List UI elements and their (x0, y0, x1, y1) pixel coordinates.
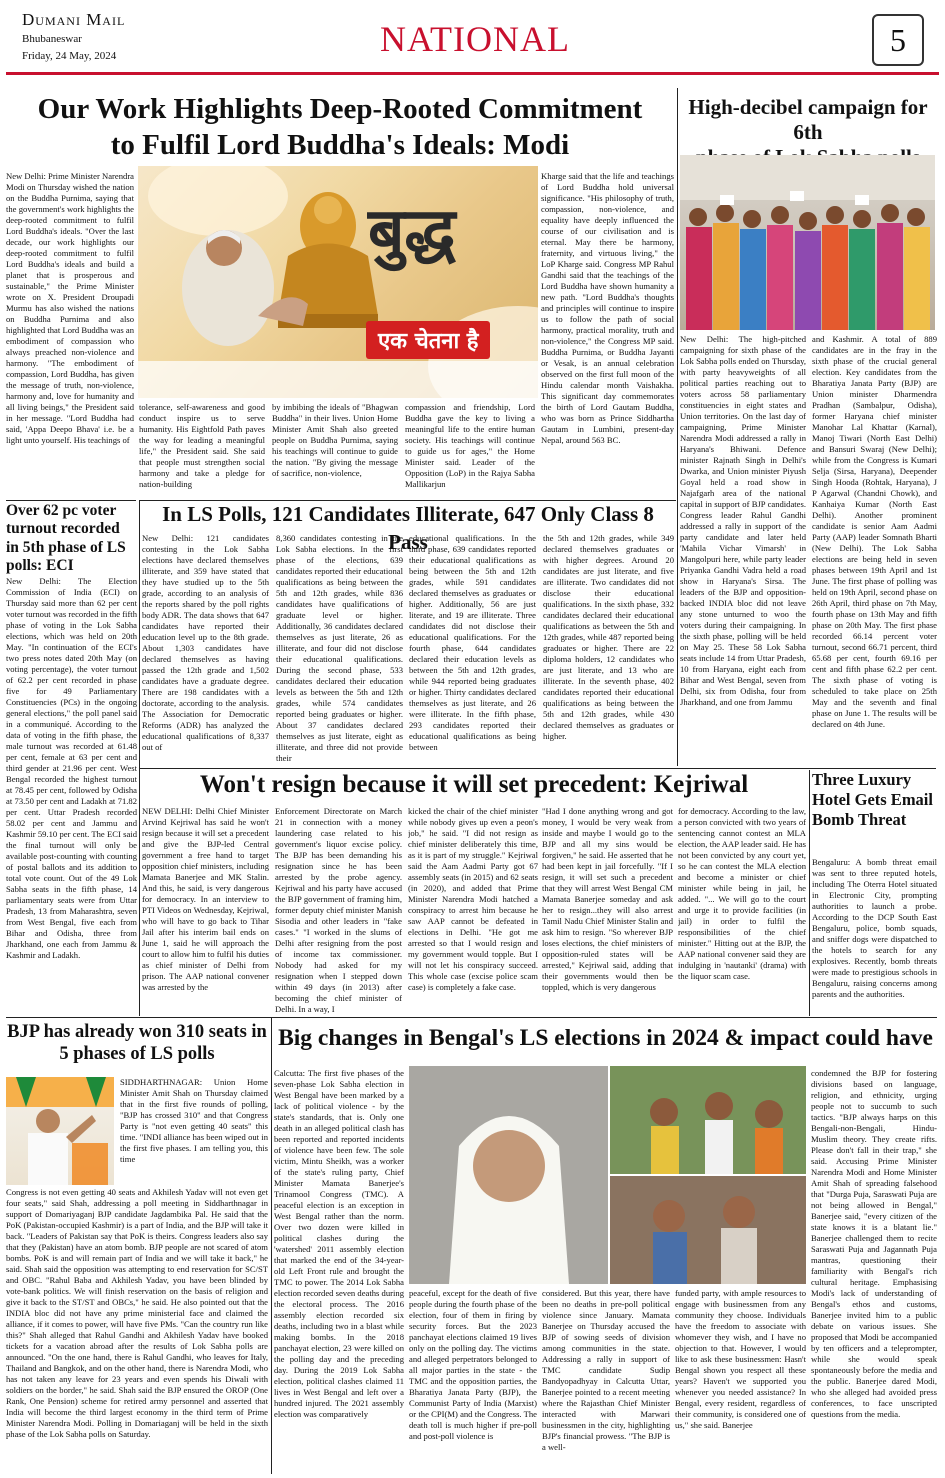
rally-illustration (6, 1077, 114, 1185)
illiterate-col3: educational qualifications. In the third phase, 639 candidates reported their educational qualifications as being between the 5th and 12th grades, while 591 candidates declared themselves as graduates or higher. Additionally, 56 are just literate, and 19 are illiterate. Three candidates did not disclose their educational qualifications. For the fourth phase, 644 candidates declared their education levels as between the 5th and 12th grades, while 944 reported being graduates or higher. Thirty candidates declared themselves as just literate, and 26 were illiterate. In the fifth phase, 293 candidates reported their educational qualifications as being between (409, 533, 536, 752)
illiterate-headline: In LS Polls, 121 Candidates Illiterate, 647 Only Class 8 Pass (162, 502, 654, 555)
kejriwal-col3: kicked the chair of the chief minister while nobody gives up even a peon's job," he said. "I did not resign as chief minister deliberately this time, as it is part of my struggle." Kejriwal said the Aam Aadmi Party got 67 assembly seats (in 2015) and 62 seats (in 2020), and added that Prime Minister Narendra Modi hatched a conspiracy to arrest him because he saw AAP cannot be defeated in elections in Delhi. "He got me arrested so that I would resign and my government would topple. But I will not let his conspiracy succeed. This whole case (excise police scam case) is completely a fake case. (408, 806, 538, 992)
kejriwal-headline: Won't resign because it will set precedent: Kejriwal (199, 771, 749, 798)
amit-shah-photo (6, 1077, 114, 1185)
kejriwal-col4: "Had I done anything wrong and got money, I would be very weak from inside and maybe I would go to the BJP and all my sins would be forgiven," he said. He asserted that he had been kept in jail forcefully. "If I resign, it will set such a precedent that they will arrest West Bengal CM Mamata Banerjee someday and ask her to resign...they will also arrest Tamil Nadu Chief Minister Stalin and ask him to resign. "So wherever BJP loses elections, the chief ministers of opposition-ruled states will be arrested," Kejriwal said, adding that their governments would then be toppled, which is very dangerous (542, 806, 673, 992)
buddha-photo (138, 166, 538, 398)
bengal-col5: condemned the BJP for fostering divisions based on language, religion, and ethnicity, urging people not to succumb to such tactics. "BJP always harps on this Bengali-non-Bengali, Hindu-Muslim theory. They create rifts. Please don't fall in their trap," she said. Accusing Prime Minister Narendra Modi and Home Minister Amit Shah of spreading falsehood that "Durga Puja, Saraswati Puja are not being allowed in Bengal," Banerjee said, "every citizen of the state knows it is a blatant lie." Banerjee challenged them to recite Saraswati Puja and Jagannath Puja mantras, questioning their familiarity with Bengal's rich cultural heritage. Emphasising Modi's lack of understanding of Bengal's ethos and customs, Banerjee invited him to a public debate on various issues. She proposed that Modi be accompanied by ten officers and a teleprompter, while she would speak spontaneously before the media and the public. Banerjee dared Modi, who she alleged had avoided press conferences, to face unscripted questions from the media. (811, 1068, 937, 1419)
bengal-headline: Big changes in Bengal's LS elections in 2024 & impact could have (278, 1025, 933, 1051)
buddha-headline-line2: to Fulfil Lord Buddha's Ideals: Modi (110, 128, 570, 161)
kejriwal-col2: Enforcement Directorate on March 21 in connection with a money laundering case related to his government's liquor excise policy. The BJP has been demanding his resignation since he has been arrested by the probe agency. Kejriwal and his party have accused the BJP government of framing him, former deputy chief minister Manish Sisodia and other leaders in "fake cases." "I worked in the slums of Delhi after resigning from the post of income tax commissioner. Nobody had asked for my resignation when I stepped down within 49 days (in 2013) after becoming the chief minister of Delhi. In a way, I (275, 806, 402, 1014)
header-rule (6, 72, 939, 75)
buddha-illustration (138, 166, 538, 398)
bjp310-headline: BJP has already won 310 seats in 5 phases of LS polls (7, 1022, 267, 1065)
turnout-body: New Delhi: The Election Commission of India (ECI) on Thursday said more than 62 per cent voter turnout was recorded in the fifth phase of voting in the Lok Sabha elections, which was held on 20th May. "In continuation of the ECI's two press notes dated 20th May (on voting percentage), the voter turnout of 62.2 per cent recorded in phase five for 49 Parliamentary Constituencies (PCs) in the ongoing general elections," the poll panel said in a communiqué. According to the data of voting in the fifth phase, the male turnout was recorded at 61.48 per cent, female at 63 per cent and third gender at 21.96 per cent. West Bengal recorded the highest turnout at 78.45 per cent, followed by Odisha at 73.50 per cent and Ladakh at 71.82 per cent. Uttar Pradesh recorded 58.02 per cent and Jammu and Kashmir 59.10 per cent. The ECI said the final turnout will only be available post-counting with counting of postal ballots and its addition to total vote count. Out of the 49 Lok Sabha seats in the fifth phase, 14 parliamentary seats were from Uttar Pradesh, 13 from Maharashtra, seven from West Bengal, five each from Bihar and Odisha, three from Jharkhand, one each from Jammu & Kashmir and Ladakh. (6, 576, 137, 960)
buddha-image-text: बुद्ध (368, 195, 456, 269)
mamata-photo (409, 1066, 806, 1284)
buddha-image-banner: एक चेतना है (366, 321, 490, 359)
voters-photo (680, 155, 935, 330)
turnout-headline: Over 62 pc voter turnout recorded in 5th phase of LS polls: ECI (6, 502, 126, 574)
column-divider (677, 88, 678, 766)
bengal-col2: peaceful, except for the death of five people during the fourth phase of the election, four of them in firing by security forces. But the 2023 panchayat elections claimed 19 lives only on the polling day. The victims and alleged perpetrators belonged to all major parties in the state - the TMC and the opposition parties, the Bharatiya Janata Party (BJP), the Communist Party of India (Marxist) or the CPI(M) and the Congress. The death toll is much higher if pre-poll and post-poll violence is (409, 1288, 537, 1441)
section-title: NATIONAL (380, 19, 570, 59)
newspaper-name: Dumani Mail (22, 10, 126, 29)
illiterate-col4: the 5th and 12th grades, while 349 declared themselves graduates or with higher degrees. Around 20 candidates are just literate, and five are illiterate. Two candidates did not disclose their educational qualifications. In the sixth phase, 332 candidates declared their educational qualifications as between the 5th and 12th grades, while 487 reported being graduates or higher. There are 22 diploma holders, 12 candidates who are just literate, and 13 who are illiterate. In the seventh phase, 402 candidates reported their educational qualifications as being between the 5th and 12th grades, while 430 declared themselves as graduates or higher. (543, 533, 674, 741)
bjp310-col-top: SIDDHARTHNAGAR: Union Home Minister Amit Shah on Thursday claimed that in the first five rounds of polling, "BJP has crossed 310" and that Congress Party is "not even getting 40 seats" this time. "INDI alliance has been wiped out in the first five phases. I am telling you, this time (120, 1077, 268, 1164)
bjp310-body: Congress is not even getting 40 seats and Akhilesh Yadav will not even get four seats," said Shah, addressing a poll meeting in Siddharthnagar in support of Domariyaganj BJP candidate Jagdambika Pal. He said that the PoK (Pakistan-occupied Kashmir) is a part of India, and the BJP will take it back. "Leaders of Pakistan say that PoK is theirs. Congress leaders also say that they (Pakistan) have an atom bomb. BJP people are not scared of atom bombs. PoK is and will remain part of India and we will take it back," he said. Shah said the opposition was attempting to end reservation for SC/ST and OBC. "Rahul Baba and Akhilesh Yadav, you have been blinded by vote-bank politics. We will finish reservation on the basis of religion and give it back to the ST/ST and OBCs," he said. He also pointed out that the INDIA bloc did not have any prime ministerial face and claimed the alliance, if it comes to power, will have five PMs. "Can the country run like this?" Shah alleged that Rahul Gandhi and Akhilesh Yadav have booked tickets for a vacation abroad after the results of Lok Sabha polls are announced. "On the one hand, there is Rahul Gandhi, who leaves for Italy, Thailand and Bangkok, and on the other hand, there is Narendra Modi, who has not taken any leave for 23 years and even spends his Diwali with soldiers on the border," he said. Shah said the BJP ensured the OROP (One Rank, One Pension) scheme for retired army personnel and asserted that India will become the third largest economy in the third term of Prime Minister Narendra Modi. Polling in Domariaganj will be held in the sixth phase of the Lok Sabha polls on Saturday. (6, 1187, 268, 1439)
buddha-col4: compassion and friendship, Lord Buddha gave the key to living a meaningful life to the entire human society. His teachings will continue to guide us for ages," the Home Minister said. Leader of the Opposition (LoP) in the Rajya Sabha Mallikarjun (405, 402, 535, 489)
buddha-col2: tolerance, self-awareness and good conduct inspire us to serve humanity. His Eightfold Path paves the way for leading a meaningful life," the President said. She said that people must strengthen social harmony and take a pledge for nation-building (139, 402, 265, 489)
turnout-side-rule (139, 500, 140, 1016)
edition-city: Bhubaneswar (22, 33, 82, 45)
buddha-col3: by imbibing the ideals of "Bhagwan Buddha" in their lives. Union Home Minister Amit Shah also greeted people on Buddha Purnima, saying his teachings will continue to guide the nation. "By giving the message of sacrifice, non-violence, (272, 402, 398, 478)
turnout-top-rule (6, 500, 136, 501)
buddha-headline (6, 92, 674, 164)
bengal-col4: funded party, with ample resources to engage with businessmen from any community they choose. Individuals have the freedom to associate with whomever they wish, and I have no objection to that. However, I would like to ask these businessmen: Hasn't Bengal shown you respect all these years? Haven't we supported you whenever you needed assistance? In Bengal, every resident, regardless of their community, is considered one of us," she said. Banerjee (675, 1288, 806, 1430)
buddha-col1: New Delhi: Prime Minister Narendra Modi on Thursday wished the nation on the Buddha Purnima, saying that the government's work highlights the deep-rooted commitment to fulfil Lord Buddha's ideals. "Over the last decade, our work highlights our deep-rooted commitment to fulfil Lord Buddha's ideals and build a planet that is prosperous and sustainable," the Prime Minister wrote on X. President Droupadi Murmu has also wished the nations on Buddha Purnima and also highlighted that Lord Buddha was an embodiment of compassion who always preached non-violence and harmony. "The embodiment of compassion, Lord Buddha, has given the message of truth, non-violence, harmony and, love for humanity and all living beings," the President said in her message. "Lord Buddha had said, 'Appa Deepo Bhava' i.e. be a light unto yourself. His teachings of (6, 171, 134, 445)
kejriwal-col1: NEW DELHI: Delhi Chief Minister Arvind Kejriwal has said he won't resign because it will set a precedent and give the BJP-led Central government a free hand to target opposition chief ministers, including Mamata Banerjee and MK Stalin. And this, he said, is very dangerous for democracy. In an interview to PTI Videos on Wednesday, Kejriwal, who will have to go back to Tihar Jail after his interim bail ends on June 1, said he will approach the court to allow him to fulfil his duties as chief minister of Delhi from prison. The AAP national convener was arrested by the (142, 806, 269, 992)
voters-queue-illustration (680, 155, 935, 330)
kejriwal-col5: for democracy. According to the law, a person convicted with two years of sentencing cannot contest an MLA election, the AAP leader said. He has not been convicted by any court yet, so he can contest the MLA election and become a minister or chief minister while being in jail, he added. "... We will go to the court and urge it to provide facilities (in jail) in order to fulfil the responsibilities of the chief minister." Hitting out at the BJP, the AAP national convener said they are indulging in 'nautanki' (drama) with the liquor scam case. (678, 806, 806, 981)
illiterate-col2: 8,360 candidates contesting in the Lok Sabha elections. In the first phase of the elections, 639 candidates reported their educational qualifications as being between the 5th and 12th grades, while 836 candidates have qualifications of graduate level or higher. Additionally, 36 candidates declared themselves as just literate, 26 as illiterate, and four did not disclose their educational qualifications. During the second phase, 533 candidates declared their education levels as between the 5th and 12th grades, while 574 candidates reported being graduates or higher. About 37 candidates declared themselves as just literate, eight as illiterate, and three did not provide their (276, 533, 403, 763)
edition-date: Friday, 24 May, 2024 (22, 50, 117, 62)
bengal-collage-illustration (409, 1066, 806, 1284)
ls6-headline-line1: High-decibel campaign for 6th (688, 95, 928, 145)
bjp310-top-rule (6, 1017, 937, 1018)
bengal-col1: Calcutta: The first five phases of the seven-phase Lok Sabha election in West Bengal have been marked by a lack of political violence - by the state's standards, that is. Only one death in an alleged political clash has been reported and reported incidents of violence have been few. The sole victim, Mintu Sheikh, was a worker of the state's ruling party, Chief Minister Mamata Banerjee's Trinamool Congress (TMC). A peaceful election is an exception in West Bengal rather than the norm. Over two dozen were killed in political clashes during the 'watershed' 2011 assembly election that marked the end of the 34-year-old Left Front rule and brought the TMC to power. The 2014 Lok Sabha election recorded seven deaths during the electoral process. The 2016 assembly election recorded six deaths, including two in a blast while making bombs. In the 2018 panchayat election, 23 were killed on the polling day and the preceding day. During the 2019 Lok Sabha election, political clashes claimed 11 lives in West Bengal and left over a hundred injured. The 2021 assembly election was comparatively (274, 1068, 404, 1419)
page-number: 5 (872, 14, 924, 66)
bengal-col3: considered. But this year, there have been no deaths in pre-poll political violence since January. Mamata Banerjee on Thursday accused the BJP of sowing seeds of division among communities in the state. Addressing a rally in support of TMC candidate Sudip Bandyopadhyay in Calcutta Uttar, Banerjee pointed to a recent meeting where the Rajasthan Chief Minister interacted with Marwari businessmen in the city, highlighting BJP's financial prowess. "The BJP is a well- (542, 1288, 670, 1452)
hotel-body: Bengaluru: A bomb threat email was sent to three reputed hotels, including The Oterra Hotel situated in Electronic City, prompting authorities to launch a probe. According to the DCP South East Bengaluru, police, bomb squads, and sniffer dogs were dispatched to the hotels to search for any explosives. Recently, bomb threats were made to prestigious schools in Bengaluru, raising concerns among parents and the authorities. (812, 857, 937, 999)
illiterate-col1: New Delhi: 121 candidates contesting in the Lok Sabha elections have declared themselves illiterate, and 359 have stated that they have studied up to the 5th grade, according to an analysis of the reports shared by the poll rights body ADR. The data shows that 647 candidates have reported their education level up to the 8th grade. About 1,303 candidates have declared themselves as having passed the 12th grade and 1,502 candidates have a graduate degree. There are 198 candidates with a doctorate, according to the analysis. The Association for Democratic Reforms (ADR) has analyzed the educational qualifications of 8,337 out of (142, 533, 269, 752)
hotel-headline: Three Luxury Hotel Gets Email Bomb Threat (812, 770, 933, 830)
bjp310-side-rule (271, 1018, 272, 1474)
ls6-col1: New Delhi: The high-pitched campaigning for sixth phase of the Lok Sabha polls ended on Thursday, with party heavyweights of all political parties reaching out to voters across 58 parliamentary constituencies in eight states and Union territories. On the last day of campaigning, Prime Minister Narendra Modi addressed a rally in Haryana's Bhiwani. Defence minister Rajnath Singh in Delhi's Dwarka, and Union minister Piyush Goyal held a road show in Najafgarh area of the national capital in support of BJP candidates. Congress leader Rahul Gandhi addressed a rally in support of the party candidate and later held 'Mahila Vichar Vimarsh' in Mangolpuri here, while party leader Priyanka Gandhi Vadra held a road show in Haryana's Sirsa. The leaders of the BJP and opposition-backed INDIA bloc did not leave any stone unturned to woo the voters during their campaigning. In the sixth phase, polling will be held on May 25. These 58 Lok Sabha seats include 14 from Uttar Pradesh, 10 from Haryana, eight each from Bihar and West Bengal, seven from Delhi, six from Odisha, four from Jharkhand, and one from Jammu (680, 334, 806, 707)
ls6-col2: and Kashmir. A total of 889 candidates are in the fray in the sixth phase of the crucial general election. Key candidates from the Bharatiya Janata Party (BJP) are Union minister Dharmendra Pradhan (Sambalpur, Odisha), former Haryana chief minister Manohar Lal Khattar (Karnal), Manoj Tiwari (North East Delhi) and Bansuri Swaraj (New Delhi); while from the Congress is Kumari Selja (Sirsa, Haryana), Deepender Singh Hooda (Rohtak, Haryana), J P Agarwal (Chandni Chowk), and Kanhaiya Kumar (North East Delhi). Another prominent candidate is senior Aam Aadmi Party (AAP) leader Somnath Bharti (New Delhi). The Lok Sabha elections are being held in seven phases between 19th April and 1st June. The first phase of polling was held on 19th April, second phase on 26th April, third phase on 7th May, fourth phase on 13th May and fifth phase on 20th May. The first phase recorded 66.14 percent voter turnout, second 66.71 percent, third 65.68 per cent, fourth 69.16 per cent and fifth phase 62.2 per cent. The sixth phase of voting is scheduled to take place on 25th May and the seventh and final phase on June 1. The results will be declared on 4th June. (812, 334, 937, 729)
buddha-col5: Kharge said that the life and teachings of Lord Buddha hold universal significance. "His philosophy of truth, compassion, non-violence, and equality have deeply influenced the course of our civilisation and is eternal. May there be harmony, fraternity, and virtuous living," the LoP Kharge said. Congress MP Rahul Gandhi said that the teachings of the Lord Buddha have shown humanity a new path. "Lord Buddha's thoughts and principles will continue to inspire us to follow the path of social harmony, practical morality, truth and non-violence," the Congress MP said. Buddha Purnima, or Buddha Jayanti or Vesak, is an annual celebration observed on the first full moon of the Hindu calendar month Vaishakha. This significant day commemorates the birth of Lord Gautam Buddha, who was born as Prince Siddhartha Gautam in Lumbini, present-day Nepal, around 563 BC. (541, 171, 674, 445)
buddha-headline-line1: Our Work Highlights Deep-Rooted Commitment (37, 93, 643, 125)
kejriwal-side-rule (809, 770, 810, 1016)
